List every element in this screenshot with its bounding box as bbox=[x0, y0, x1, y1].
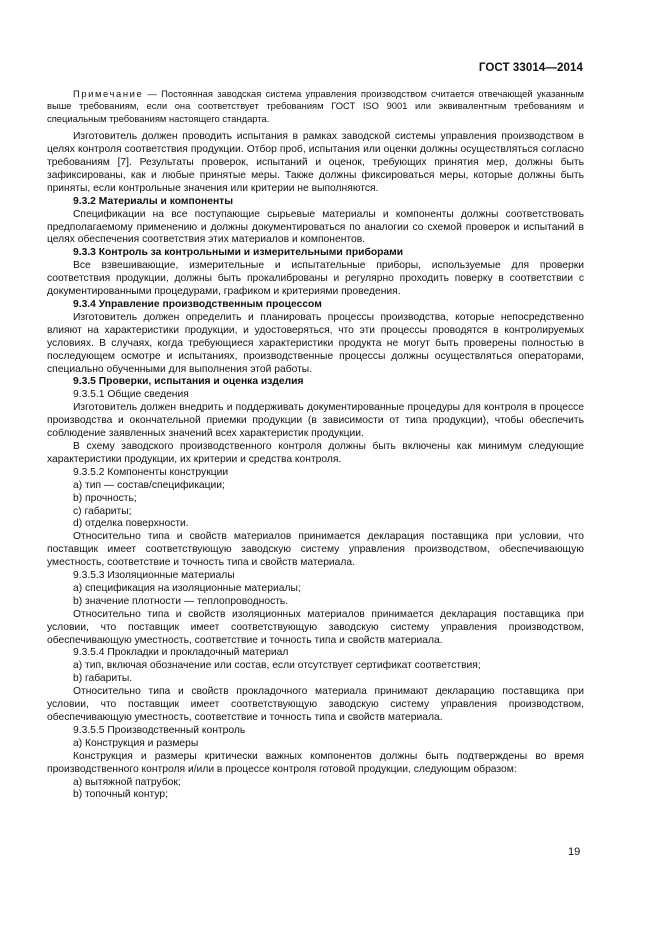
page-body bbox=[47, 88, 584, 802]
list-item: а) тип — состав/спецификации; bbox=[73, 479, 225, 491]
page-number: 19 bbox=[568, 846, 581, 858]
paragraph-9-3-5-1-b: В схему заводского производственного контроля должны быть включены как минимум следующие характеристики продукции, их критерии и средства контроля. bbox=[47, 440, 584, 465]
list-item: d) отделка поверхности. bbox=[73, 518, 189, 530]
paragraph-9-3-5-1-a: Изготовитель должен внедрить и поддерживать документированные процедуры для контроля в процессе производства и окончательной приемки продукции (в зависимости от типа продукции), чтобы обеспечить соблюдение заявленных значений всех характеристик продукции. bbox=[47, 402, 584, 440]
list-item: b) топочный контур; bbox=[73, 789, 168, 801]
subheading-9-3-5-4: 9.3.5.4 Прокладки и прокладочный материал bbox=[73, 647, 289, 659]
note-dash: — bbox=[147, 88, 157, 99]
heading-9-3-2: 9.3.2 Материалы и компоненты bbox=[73, 195, 233, 207]
subheading-9-3-5-5-a: а) Конструкция и размеры bbox=[73, 737, 199, 749]
intro-paragraph: Изготовитель должен проводить испытания в рамках заводской системы управления производством в целях контроля соответствия продукции. Отбор проб, испытания или оценки должны осуществляться согласно требованиям [7]. Результаты проверок, испытаний и оценок, требующих принятия мер, должны быть зафиксированы, как и любые принятые меры. Также должны фиксироваться меры, которые должны быть приняты, если контрольные значения или критерии не выполняются. bbox=[47, 131, 584, 194]
paragraph-9-3-5-3: Относительно типа и свойств изоляционных материалов принимается декларация поставщика при условии, что поставщик имеет соответствующую заводскую систему управления производством, обеспечивающую уместность, соответствие и точность типа и свойств материала. bbox=[47, 608, 584, 646]
subheading-9-3-5-1: 9.3.5.1 Общие сведения bbox=[73, 389, 189, 401]
document-number-header: ГОСТ 33014—2014 bbox=[478, 62, 583, 74]
paragraph-9-3-2: Спецификации на все поступающие сырьевые материалы и компоненты должны соответствовать предполагаемому применению и должны документироваться по аналогии со схемой проверок и испытаний в целях обеспечения соответствия этих материалов и компонентов. bbox=[47, 208, 584, 246]
paragraph-9-3-5-2: Относительно типа и свойств материалов принимается декларация поставщика при условии, что поставщик имеет соответствующую заводскую систему управления производством, обеспечивающую уместность, соответствие и точность типа и свойств материала. bbox=[47, 531, 584, 569]
paragraph-9-3-3: Все взвешивающие, измерительные и испытательные приборы, используемые для проверки соответствия продукции, должны быть прокалиброваны и регулярно проходить поверку в соответствии с документированными процедурами, графиком и критериями проведения. bbox=[47, 260, 584, 298]
list-item: а) спецификация на изоляционные материалы; bbox=[73, 582, 301, 594]
list-item: c) габариты; bbox=[73, 505, 132, 517]
subheading-9-3-5-5: 9.3.5.5 Производственный контроль bbox=[73, 724, 246, 736]
list-item: а) вытяжной патрубок; bbox=[73, 776, 181, 788]
paragraph-9-3-5-5: Конструкция и размеры критически важных компонентов должны быть подтверждены во время производственного контроля и/или в процессе контроля готовой продукции, следующим образом: bbox=[47, 750, 584, 775]
note-label: Примечание bbox=[73, 88, 144, 99]
subheading-9-3-5-2: 9.3.5.2 Компоненты конструкции bbox=[73, 466, 229, 478]
list-item: а) тип, включая обозначение или состав, если отсутствует сертификат соответствия; bbox=[73, 660, 481, 672]
list-item: b) габариты. bbox=[73, 673, 133, 685]
subheading-9-3-5-3: 9.3.5.3 Изоляционные материалы bbox=[73, 570, 235, 582]
note-paragraph bbox=[47, 88, 584, 125]
list-item: b) прочность; bbox=[73, 492, 137, 504]
heading-9-3-4: 9.3.4 Управление производственным процессом bbox=[73, 299, 322, 310]
paragraph-9-3-5-4: Относительно типа и свойств прокладочного материала принимают декларацию поставщика при условии, что поставщик имеет соответствующую заводскую систему управления производством, обеспечивающую уместность, соответствие и точность типа и свойств материала. bbox=[47, 686, 584, 723]
list-item: b) значение плотности — теплопроводность. bbox=[73, 595, 289, 607]
note-text: Постоянная заводская система управления производством считается отвечающей указанным выше требованиям, если она соответствует требованиям ГОСТ ISO 9001 или эквивалентным требованиям и специальным требованиям настоящего стандарта. bbox=[47, 88, 584, 124]
heading-9-3-3: 9.3.3 Контроль за контрольными и измерительными приборами bbox=[73, 247, 404, 259]
heading-9-3-5: 9.3.5 Проверки, испытания и оценка изделия bbox=[73, 376, 304, 388]
paragraph-9-3-4: Изготовитель должен определить и планировать процессы производства, которые непосредственно влияют на характеристики продукции, и удостоверяться, что эти процессы проводятся в контролируемых условиях. В случаях, когда требующиеся характеристики продукта не могут быть проверены полностью в последующем осмотре и испытаниях, производственные процессы должны осуществляться операторами, специально обученными для выполнения этой работы. bbox=[47, 311, 584, 375]
